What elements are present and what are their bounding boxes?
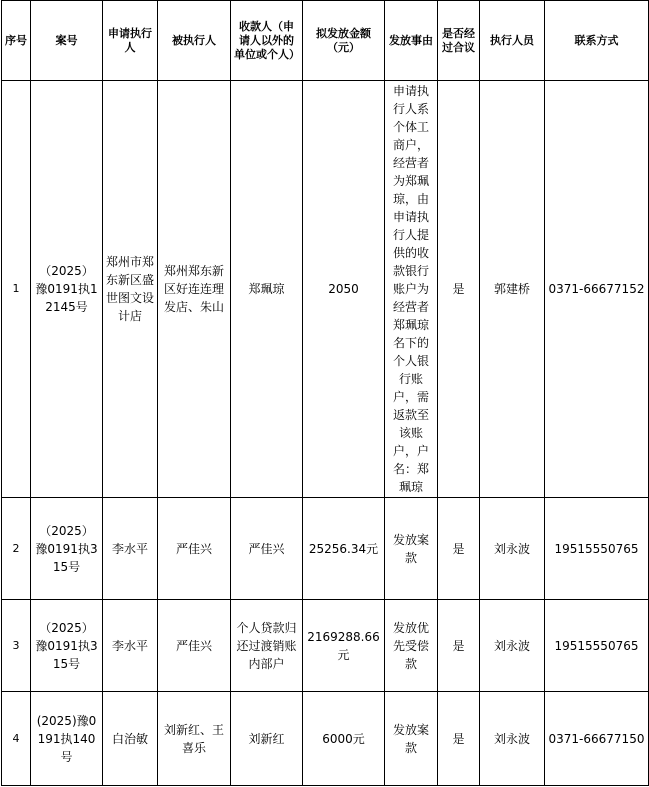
cell-seq: 2: [2, 498, 31, 600]
cell-respondent: 郑州郑东新区好连连理发店、朱山: [158, 81, 231, 498]
cell-seq: 3: [2, 600, 31, 692]
cell-contact: 19515550765: [545, 498, 649, 600]
header-contact: 联系方式: [545, 1, 649, 81]
cell-seq: 4: [2, 692, 31, 786]
cell-case-no: （2025）豫0191执315号: [31, 498, 103, 600]
header-payee: 收款人（申请人以外的单位或个人）: [231, 1, 303, 81]
cell-officer: 刘永波: [480, 600, 545, 692]
header-officer: 执行人员: [480, 1, 545, 81]
header-seq: 序号: [2, 1, 31, 81]
header-reason: 发放事由: [385, 1, 438, 81]
cell-meeting: 是: [438, 81, 480, 498]
table-row: [2, 600, 649, 692]
cell-payee: 个人贷款归还过渡销账内部户: [231, 600, 303, 692]
table-row: [2, 498, 649, 600]
table-row: [2, 692, 649, 786]
cell-meeting: 是: [438, 600, 480, 692]
cell-reason: 发放案款: [385, 498, 438, 600]
cell-payee: 严佳兴: [231, 498, 303, 600]
cell-case-no: (2025)豫0191执140号: [31, 692, 103, 786]
header-amount: 拟发放金额（元）: [303, 1, 385, 81]
table-header-row: [2, 1, 649, 81]
cell-applicant: 郑州市郑东新区盛世图文设计店: [103, 81, 158, 498]
cell-contact: 19515550765: [545, 600, 649, 692]
cell-reason: 申请执行人系个体工商户，经营者为郑珮琼，由申请执行人提供的收款银行账户为经营者郑珮琼名下的个人银行账户，需返款至该账户，户名：郑珮琼: [385, 81, 438, 498]
header-applicant: 申请执行人: [103, 1, 158, 81]
cell-case-no: （2025）豫0191执12145号: [31, 81, 103, 498]
cell-applicant: 李水平: [103, 600, 158, 692]
cell-officer: 刘永波: [480, 692, 545, 786]
cell-officer: 郭建桥: [480, 81, 545, 498]
cell-meeting: 是: [438, 498, 480, 600]
cell-contact: 0371-66677152: [545, 81, 649, 498]
cell-applicant: 白治敏: [103, 692, 158, 786]
cell-officer: 刘永波: [480, 498, 545, 600]
cell-respondent: 严佳兴: [158, 600, 231, 692]
cell-payee: 郑珮琼: [231, 81, 303, 498]
header-meeting: 是否经过合议: [438, 1, 480, 81]
cell-case-no: （2025）豫0191执315号: [31, 600, 103, 692]
disbursement-table: [1, 0, 649, 786]
cell-amount: 6000元: [303, 692, 385, 786]
cell-respondent: 刘新红、王喜乐: [158, 692, 231, 786]
cell-amount: 2050: [303, 81, 385, 498]
cell-respondent: 严佳兴: [158, 498, 231, 600]
cell-reason: 发放案款: [385, 692, 438, 786]
cell-applicant: 李水平: [103, 498, 158, 600]
cell-contact: 0371-66677150: [545, 692, 649, 786]
header-case-no: 案号: [31, 1, 103, 81]
table-row: [2, 81, 649, 498]
cell-amount: 2169288.66元: [303, 600, 385, 692]
cell-reason: 发放优先受偿款: [385, 600, 438, 692]
cell-meeting: 是: [438, 692, 480, 786]
header-respondent: 被执行人: [158, 1, 231, 81]
cell-seq: 1: [2, 81, 31, 498]
cell-payee: 刘新红: [231, 692, 303, 786]
cell-amount: 25256.34元: [303, 498, 385, 600]
